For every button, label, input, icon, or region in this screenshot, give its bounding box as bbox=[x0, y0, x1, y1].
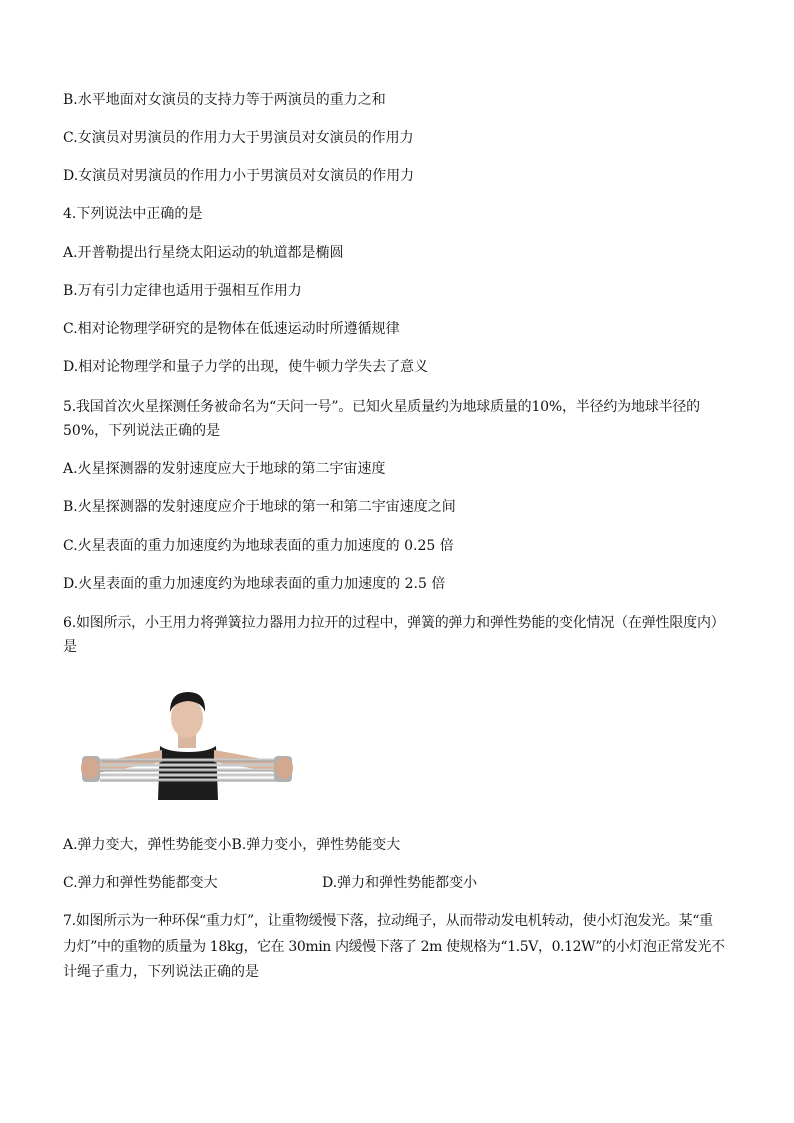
q7-stem-line-2: 力灯”中的重物的质量为 18kg，它在 30min 内缓慢下落了 2m 使规格为“1.5V，0.12W”的小灯泡正常发光不 bbox=[63, 939, 725, 955]
q7-stem-line-3: 计绳子重力，下列说法正确的是 bbox=[63, 964, 259, 980]
q6-option-d: D.弹力和弹性势能都变小 bbox=[322, 875, 478, 891]
right-hand bbox=[275, 757, 293, 779]
q6-stem-line-1: 6.如图所示，小王用力将弹簧拉力器用力拉开的过程中，弹簧的弹力和弹性势能的变化情况（在弹性限度内） bbox=[63, 615, 725, 631]
q3-option-b: B.水平地面对女演员的支持力等于两演员的重力之和 bbox=[63, 92, 386, 108]
q7-stem-line-1: 7.如图所示为一种环保“重力灯”，让重物缓慢下落，拉动绳子，从而带动发电机转动，使小灯泡发光。某“重 bbox=[63, 913, 713, 929]
q5-option-d: D.火星表面的重力加速度约为地球表面的重力加速度的 2.5 倍 bbox=[63, 576, 446, 592]
tank-top bbox=[158, 746, 218, 800]
q6-option-cd-row bbox=[63, 872, 732, 894]
q3-option-d: D.女演员对男演员的作用力小于男演员对女演员的作用力 bbox=[63, 168, 415, 184]
q4-option-d: D.相对论物理学和量子力学的出现，使牛顿力学失去了意义 bbox=[63, 359, 429, 375]
q5-option-c: C.火星表面的重力加速度约为地球表面的重力加速度的 0.25 倍 bbox=[63, 538, 454, 554]
q6-option-ab: A.弹力变大，弹性势能变小B.弹力变小，弹性势能变大 bbox=[63, 837, 401, 853]
q4-option-c: C.相对论物理学研究的是物体在低速运动时所遵循规律 bbox=[63, 321, 400, 337]
spring-exerciser-figure bbox=[78, 688, 296, 802]
q3-option-c: C.女演员对男演员的作用力大于男演员对女演员的作用力 bbox=[63, 130, 414, 146]
q5-stem-line-1: 5.我国首次火星探测任务被命名为“天问一号”。已知火星质量约为地球质量的10%，半径约为地球半径的 bbox=[63, 399, 700, 415]
q4-option-a: A.开普勒提出行星绕太阳运动的轨道都是椭圆 bbox=[63, 245, 344, 261]
q5-option-a: A.火星探测器的发射速度应大于地球的第二宇宙速度 bbox=[63, 461, 386, 477]
q4-option-b: B.万有引力定律也适用于强相互作用力 bbox=[63, 283, 302, 299]
q4-stem: 4.下列说法中正确的是 bbox=[63, 206, 203, 222]
q6-option-c: C.弹力和弹性势能都变大 bbox=[63, 875, 218, 891]
q5-option-b: B.火星探测器的发射速度应介于地球的第一和第二宇宙速度之间 bbox=[63, 499, 456, 515]
left-hand bbox=[81, 757, 99, 779]
q5-stem-line-2: 50%，下列说法正确的是 bbox=[63, 423, 221, 439]
q6-stem-line-2: 是 bbox=[63, 639, 77, 655]
